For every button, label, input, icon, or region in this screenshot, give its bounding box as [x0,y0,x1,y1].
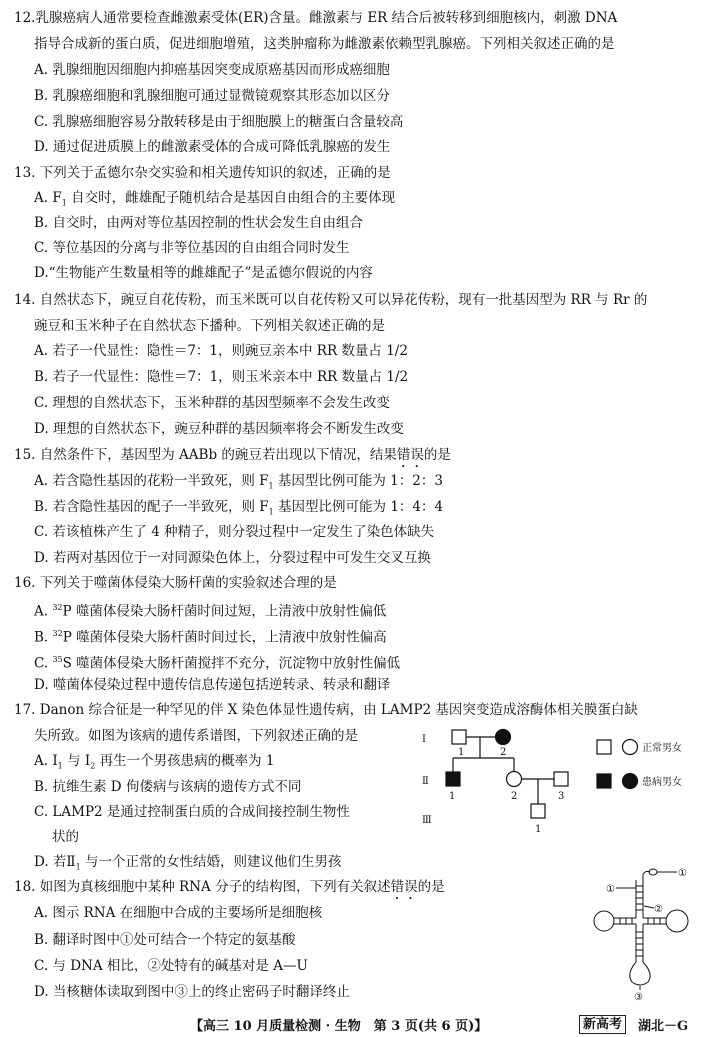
q13-option-a [34,188,395,214]
q16-c-pre: C. [34,655,53,672]
q13-stem: 13. 下列关于孟德尔杂交实验和相关遗传知识的叙述，正确的是 [14,165,391,181]
q18-option-a: A. 图示 RNA 在细胞中合成的主要场所是细胞核 [34,905,323,921]
q16-b-sup: 32 [52,629,63,638]
pedigree-ii1-number: 1 [449,791,456,802]
pedigree-iii1-normal-male [531,804,545,818]
pedigree-ii2-number: 2 [511,791,518,802]
q15-b-sub: 1 [268,507,274,517]
trna-marker-1-left: ① [606,884,615,895]
footer-title: 【高三 10 月质量检测 · 生物 第 3 页(共 6 页)】 [190,1019,488,1034]
q18-stem-pre: 18. 如图为真核细胞中某种 RNA 分子的结构图，下列有关叙述 [14,879,391,895]
trna-marker-3: ③ [634,992,643,1002]
q17-d-pre: D. 若Ⅱ [34,854,76,870]
pedigree-ii3-normal-male [554,772,568,786]
pedigree-ii3-number: 3 [558,791,565,802]
q18-option-b: B. 翻译时图中①处可结合一个特定的氨基酸 [34,932,296,948]
q17-option-d [34,852,342,878]
pedigree-i1-number: 1 [458,747,465,758]
q15-option-d: D. 若两对基因位于一对同源染色体上，分裂过程中可发生交叉互换 [34,550,431,566]
q16-option-a [34,598,386,622]
trna-marker-1-right: ① [678,868,687,879]
q15-a-post: 基因型比例可能为 1：2：3 [273,473,443,489]
trna-anticodon-loop [630,962,650,985]
q12-option-b: B. 乳腺癌细胞和乳腺细胞可通过显微镜观察其形态加以区分 [34,88,391,104]
q15-stem-emphasis: 错误 [396,447,424,463]
pedigree-diagram [420,722,706,852]
q16-b-post: P 噬菌体侵染大肠杆菌时间过长，上清液中放射性偏高 [62,629,387,646]
q16-c-sup: 35 [52,655,63,664]
q14-stem-line2: 豌豆和玉米种子在自然状态下播种。下列相关叙述正确的是 [34,318,385,334]
q17-a-pre: A. Ⅰ [34,753,58,769]
pedigree-i2-affected-female [496,730,511,745]
q17-option-c-line2: 状的 [52,829,79,845]
trna-d-loop [594,911,614,931]
q13-option-d: D.“生物能产生数量相等的雌雄配子”是孟德尔假说的内容 [34,265,373,281]
q18-stem-post: 的是 [417,879,445,895]
q16-stem: 16. 下列关于噬菌体侵染大肠杆菌的实验叙述合理的是 [14,575,337,591]
q14-option-d: D. 理想的自然状态下，豌豆种群的基因频率将会不断发生改变 [34,421,404,437]
pedigree-gen-iii-label: Ⅲ [422,815,432,826]
q14-option-c: C. 理想的自然状态下，玉米种群的基因型频率不会发生改变 [34,395,390,411]
q17-option-c-line1: C. LAMP2 是通过控制蛋白质的合成间接控制生物性 [34,804,350,820]
pedigree-ii1-affected-male [446,772,460,786]
pedigree-iii1-number: 1 [535,824,542,835]
q13-a-post: 自交时，雌雄配子随机结合是基因自由组合的主要体现 [66,190,396,206]
q12-option-d: D. 通过促进质膜上的雌激素受体的合成可降低乳腺癌的发生 [34,139,391,155]
q15-stem-post: 的是 [423,447,451,463]
pedigree-i2-number: 2 [500,747,507,758]
q12-option-a: A. 乳腺细胞因细胞内抑癌基因突变成原癌基因而形成癌细胞 [34,62,390,78]
legend-normal-label: 正常男女 [642,743,682,754]
footer-badge: 新高考 [579,1015,626,1034]
trna-marker-2: ② [654,904,663,915]
legend-affected-male-icon [597,774,611,788]
q16-a-post: P 噬菌体侵染大肠杆菌时间过短，上清液中放射性偏低 [62,603,387,620]
pedigree-i1-normal-male [452,730,466,744]
q12-stem-line2: 指导合成新的蛋白质，促进细胞增殖，这类肿瘤称为雌激素依赖型乳腺癌。下列相关叙述正确的是 [34,36,615,52]
q16-option-d: D. 噬菌体侵染过程中遗传信息传递包括逆转录、转录和翻译 [34,677,391,693]
q13-a-pre: A. F [34,190,62,206]
q15-option-c: C. 若该植株产生了 4 种精子，则分裂过程中一定发生了染色体缺失 [34,524,435,540]
q14-option-b: B. 若子一代显性：隐性＝7：1，则玉米亲本中 RR 数量占 1/2 [34,369,409,385]
q17-a-sub2: 2 [90,761,96,771]
q17-a-mid: 与 Ⅰ [62,753,91,769]
q17-a-sub1: 1 [57,761,63,771]
q16-a-pre: A. [34,603,53,620]
q13-a-sub: 1 [61,198,67,208]
q17-d-post: 与一个正常的女性结婚，则建议他们生男孩 [80,854,342,870]
q18-stem [14,877,445,903]
trna-diagram [580,866,704,1002]
q18-option-c: C. 与 DNA 相比，②处特有的碱基对是 A—U [34,958,308,974]
q18-stem-emphasis: 错误 [390,879,418,895]
q15-stem [14,445,451,471]
q17-option-b: B. 抗维生素 D 佝偻病与该病的遗传方式不同 [34,779,302,795]
q12-option-c: C. 乳腺癌细胞容易分散转移是由于细胞膜上的糖蛋白含量较高 [34,114,404,130]
q16-c-post: S 噬菌体侵染大肠杆菌搅拌不充分，沉淀物中放射性偏低 [62,655,401,672]
q14-stem-line1: 14. 自然状态下，豌豆自花传粉，而玉米既可以自花传粉又可以异花传粉，现有一批基因型为 RR 与 Rr 的 [14,292,648,308]
q17-stem-line1: 17. Danon 综合征是一种罕见的伴 X 染色体显性遗传病，由 LAMP2 基因突变造成溶酶体相关膜蛋白缺 [14,702,638,718]
trna-t-loop [666,910,688,932]
q13-option-b: B. 自交时，由两对等位基因控制的性状会发生自由组合 [34,215,364,231]
legend-affected-female-icon [623,774,638,789]
q15-option-a [34,471,443,497]
q17-stem-line2: 失所致。如图为该病的遗传系谱图，下列叙述正确的是 [34,728,358,744]
pedigree-gen-i-label: Ⅰ [422,734,426,745]
legend-normal-male-icon [597,740,611,754]
q12-stem-line1: 12.乳腺癌病人通常要检查雌激素受体(ER)含量。雌激素与 ER 结合后被转移到细胞核内，刺激 DNA [14,10,618,26]
q15-b-post: 基因型比例可能为 1：4：4 [273,499,444,515]
q16-a-sup: 32 [52,603,63,612]
pedigree-ii2-normal-female [507,772,522,787]
legend-affected-label: 患病男女 [642,777,682,788]
q15-option-b [34,497,443,523]
q16-option-b [34,624,387,648]
q17-d-sub: 1 [75,862,81,872]
legend-normal-female-icon [623,740,638,755]
q15-a-pre: A. 若含隐性基因的花粉一半致死，则 F [34,473,269,489]
q16-option-c [34,650,400,674]
page-footer [0,1015,706,1035]
q18-option-d: D. 当核糖体读取到图中③上的终止密码子时翻译终止 [34,984,350,1000]
q16-b-pre: B. [34,629,53,646]
q13-option-c: C. 等位基因的分离与非等位基因的自由组合同时发生 [34,240,350,256]
q15-stem-pre: 15. 自然条件下，基因型为 AABb 的豌豆若出现以下情况，结果 [14,447,397,463]
trna-3prime-end [649,869,657,875]
q14-option-a: A. 若子一代显性：隐性＝7：1，则豌豆亲本中 RR 数量占 1/2 [34,343,408,359]
footer-region: 湖北－G [638,1019,689,1034]
q17-a-post: 再生一个男孩患病的概率为 1 [95,753,275,769]
q15-b-pre: B. 若含隐性基因的配子一半致死，则 F [34,499,269,515]
q15-a-sub: 1 [268,481,274,491]
pedigree-gen-ii-label: Ⅱ [422,776,429,787]
q17-option-a [34,751,274,777]
